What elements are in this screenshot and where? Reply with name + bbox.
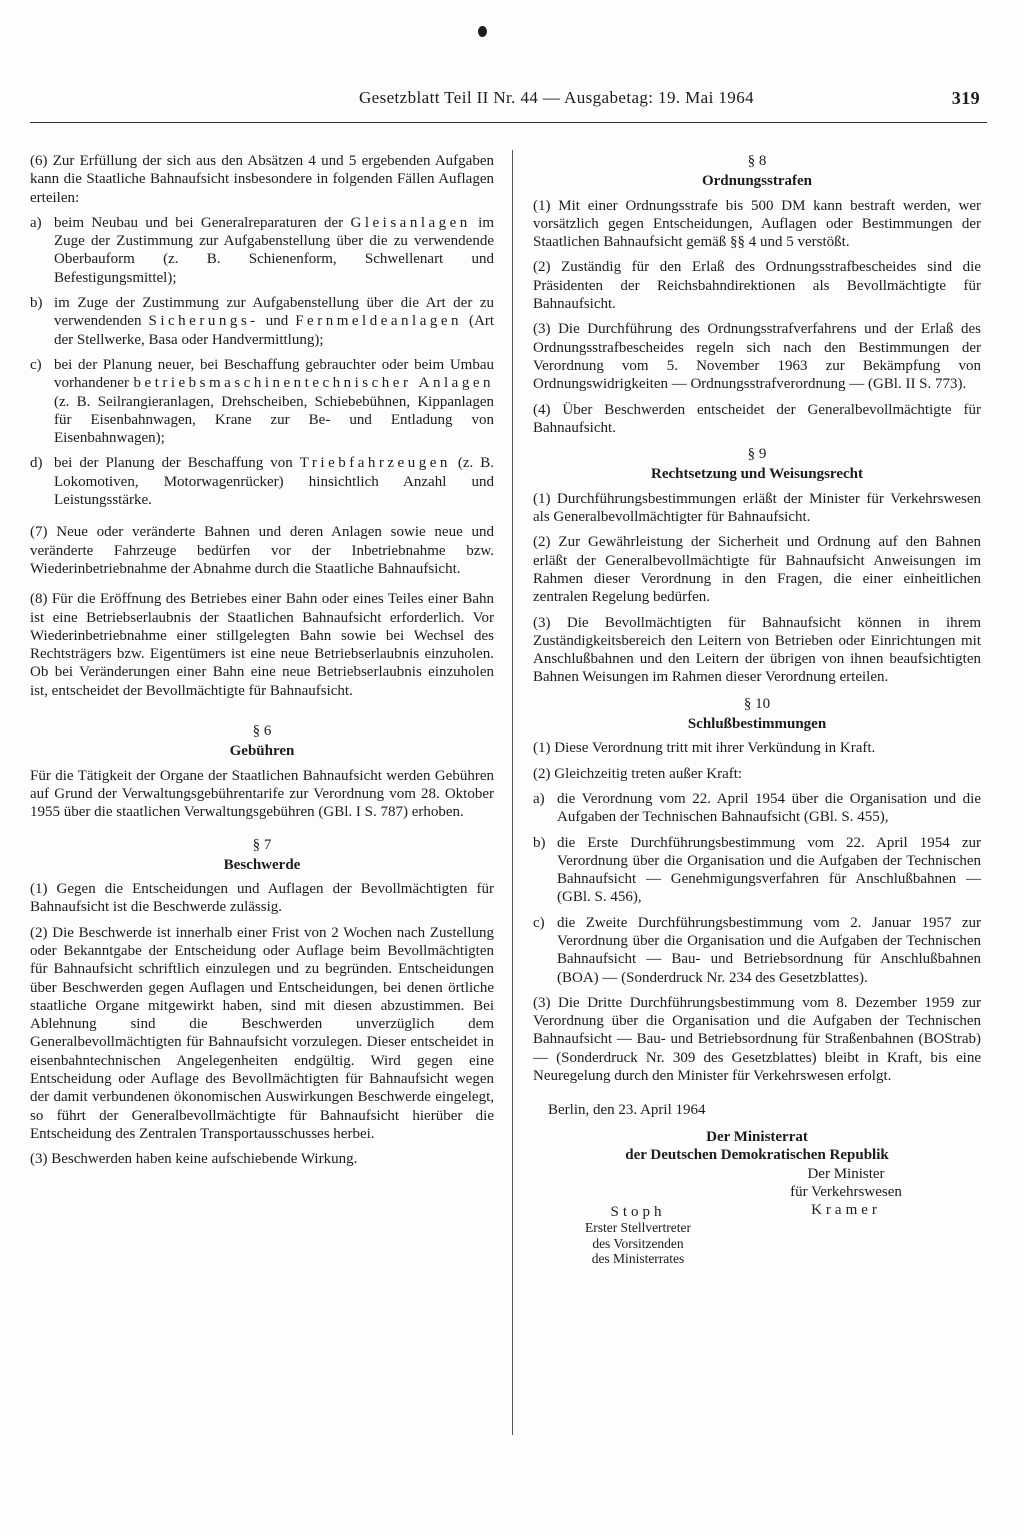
spaced-term: Triebfahrzeugen <box>299 455 451 472</box>
right-column <box>533 152 981 1265</box>
list-item-a <box>30 214 494 287</box>
list-label: c) <box>30 356 42 373</box>
list-label: b) <box>30 295 43 312</box>
chairman-name: Stoph <box>610 1203 666 1220</box>
list-text <box>54 294 494 349</box>
section-8-paragraph-1: (1) Mit einer Ordnungsstrafe bis 500 DM kann bestraft werden, wer vorsätzlich gegen Entscheidungen, Auflagen oder Bestimmungen der Staatlichen Bahnaufsicht gemäß §§ 4 und 5 verstößt. <box>533 197 981 251</box>
chairman-line-1: Erster Stellvertreter <box>584 1220 692 1236</box>
page-header <box>30 88 984 112</box>
text-run: im Zuge der Zustimmung zur Aufgabenstellung über die zu verwendende Oberbauform (z. B. Schienenform, Schwellenart und Befestigungsmittel); <box>54 214 495 286</box>
text-run: (z. B. Lokomotiven, Motorwagenrücker) hinsichtlich Anzahl und Leistungsstärke. <box>54 455 495 509</box>
repeal-item-c <box>533 914 981 987</box>
org-line-2: der Deutschen Demokratischen Republik <box>625 1147 889 1164</box>
section-10-number: § 10 <box>743 695 771 712</box>
section-7-number: § 7 <box>252 836 272 853</box>
text-run: bei der Planung neuer, bei Beschaffung gebrauchter oder beim Umbau vorhandener <box>54 356 494 392</box>
section-8-paragraph-4: (4) Über Beschwerden entscheidet der Generalbevollmächtigte für Bahnaufsicht. <box>533 401 981 436</box>
header-title: Gesetzblatt Teil II Nr. 44 — Ausgabetag: 19. Mai 1964 <box>358 88 754 107</box>
section-9-paragraph-2: (2) Zur Gewährleistung der Sicherheit und Ordnung auf den Bahnen erläßt der Generalbevollmächtigte für Bahnaufsicht Anweisungen im Rahmen dieser Verordnung in den Fragen, die einer einheitlichen zentralen Regelung bedürfen. <box>533 534 981 606</box>
paragraph-5-6: (6) Zur Erfüllung der sich aus den Absätzen 4 und 5 ergebenden Aufgaben kann die Staatliche Bahnaufsicht insbesondere in folgenden Fällen Auflagen erteilen: <box>30 153 494 206</box>
section-9-paragraph-3: (3) Die Bevollmächtigten für Bahnaufsicht können in ihrem Zuständigkeitsbereich den Leitern von Betrieben oder Einrichtungen mit Anschlußbahnen und den Leitern der übrigen von ihnen beaufsichtigten Bahnen Weisungen im Rahmen dieser Verordnung erteilen. <box>533 614 981 686</box>
section-6-text: Für die Tätigkeit der Organe der Staatlichen Bahnaufsicht werden Gebühren auf Grund der Verwaltungsgebührentarife zur Verordnung vom 28. Oktober 1955 über die staatlichen Verwaltungsgebühren (GBl. I S. 787) erhoben. <box>30 767 494 821</box>
spaced-term: Gleisanlagen <box>350 214 471 231</box>
list-item-b <box>30 294 494 349</box>
place-and-date: Berlin, den 23. April 1964 <box>548 1102 706 1119</box>
list-item-d <box>30 454 494 509</box>
text-run: bei der Planung der Beschaffung von <box>54 455 293 472</box>
list-item-c <box>30 356 494 447</box>
spaced-term: betriebsmaschinentechnischer Anlagen <box>133 375 495 392</box>
section-10-paragraph-2: (2) Gleichzeitig treten außer Kraft: <box>533 765 743 782</box>
section-7-paragraph-2: (2) Die Beschwerde ist innerhalb einer Frist von 2 Wochen nach Zustellung oder Bekanntgabe der Entscheidung oder Auflage beim Bevollmächtigten für Bahnaufsicht schriftlich einzulegen und zu begründen. Entscheidungen über Beschwerden gegen Auflagen und Entscheidungen, bei denen örtliche staatliche Organe mitgewirkt haben, sind mit diesen abzustimmen. Bei Ablehnung sind die Beschwerden unverzüglich dem Generalbevollmächtigten für Bahnaufsicht vorzulegen. Dieser entscheidet in eisenbahntechnischen Angelegenheiten endgültig. Wird gegen eine Entscheidung oder Auflage des Bevollmächtigten für Bahnaufsicht wegen der damit verbundenen ökonomischen Auswirkungen Beschwerde eingelegt, so führt der Generalbevollmächtigte für Bahnaufsicht hierüber die Entscheidung des Zentralen Transportausschusses herbei. <box>30 924 494 1142</box>
repeal-item-b <box>533 834 981 907</box>
text-run: und <box>265 313 289 330</box>
section-8-number: § 8 <box>747 153 767 169</box>
section-10-paragraph-1: (1) Diese Verordnung tritt mit ihrer Verkündung in Kraft. <box>533 740 876 757</box>
chairman-line-2: des Vorsitzenden <box>592 1235 684 1251</box>
section-8-title: Ordnungsstrafen <box>701 173 813 190</box>
spaced-term: Fernmeldeanlagen <box>295 313 463 330</box>
text-run: (z. B. Seilrangieranlagen, Drehscheiben, Schiebebühnen, Kippanlagen für Eisenbahnwagen, Krane zur Be- und Entladung von Eisenbahnwagen); <box>54 393 494 447</box>
section-8-paragraph-2: (2) Zuständig für den Erlaß des Ordnungsstrafbescheides sind die Präsidenten der Reichsbahndirektionen als Bevollmächtigte für Bahnaufsicht. <box>533 259 981 313</box>
list-text <box>54 454 494 509</box>
paragraph-5-8: (8) Für die Eröffnung des Betriebes einer Bahn oder eines Teiles einer Bahn ist eine Betriebserlaubnis der Staatlichen Bahnaufsicht erforderlich. Vor Wiederinbetriebnahme einer stillgelegten Bahn sowie bei Wechsel des Rechtsträgers bzw. Eigentümers ist eine neue Betriebserlaubnis einzuholen. Ob bei Veränderungen einer Bahn eine neue Betriebserlaubnis einzuholen ist, entscheidet der Bevollmächtigte für Bahnaufsicht. <box>30 591 494 699</box>
header-rule <box>30 122 987 123</box>
section-7-paragraph-1: (1) Gegen die Entscheidungen und Auflagen der Bevollmächtigten für Bahnaufsicht ist die Beschwerde zulässig. <box>30 881 494 916</box>
page-number: 319 <box>951 88 980 108</box>
section-8-paragraph-3: (3) Die Durchführung des Ordnungsstrafverfahrens und der Erlaß des Ordnungsstrafbescheides regeln sich nach den Bestimmungen der Verordnung vom 5. November 1963 zur Bekämpfung von Ordnungswidrigkeiten — Ordnungsstrafverordnung — (GBl. II S. 773). <box>533 321 981 393</box>
list-label: a) <box>533 790 545 807</box>
minister-line-2: für Verkehrswesen <box>790 1183 902 1200</box>
chairman-signature <box>563 1205 713 1267</box>
section-10-paragraph-3: (3) Die Dritte Durchführungsbestimmung vom 8. Dezember 1959 zur Verordnung über die Organisation und die Aufgaben der Technischen Bahnaufsicht — Bau- und Betriebsordnung für Straßenbahnen (BOStrab) — (Sonderdruck Nr. 309 des Gesetzblattes) bleibt in Kraft, bis eine Neuregelung durch den Minister für Verkehrswesen erfolgt. <box>533 994 981 1085</box>
list-text: die Erste Durchführungsbestimmung vom 22. April 1954 zur Verordnung über die Organisation und die Aufgaben der Technischen Bahnaufsicht — Genehmigungsverfahren für Anschlußbahnen — (GBl. S. 456), <box>557 834 981 906</box>
minister-name: Kramer <box>811 1202 881 1219</box>
chairman-line-3: des Ministerrates <box>591 1251 685 1267</box>
section-9-title: Rechtsetzung und Weisungsrecht <box>651 466 863 483</box>
list-label: b) <box>533 834 546 851</box>
spaced-term: Sicherungs- <box>148 313 259 330</box>
left-column <box>30 152 494 1176</box>
list-label: c) <box>533 914 545 931</box>
section-10-title: Schlußbestimmungen <box>687 716 827 733</box>
section-9-number: § 9 <box>747 446 767 463</box>
section-7-paragraph-3: (3) Beschwerden haben keine aufschiebende Wirkung. <box>30 1151 358 1168</box>
text-run: (Art der Stellwerke, Basa oder Handvermittlung); <box>54 313 495 348</box>
print-speck <box>478 26 487 37</box>
list-text <box>54 356 494 447</box>
section-7-title: Beschwerde <box>223 856 301 873</box>
text-run: im Zuge der Zustimmung zur Aufgabenstellung über die Art der zu verwendenden <box>54 295 494 330</box>
repeal-item-a <box>533 790 981 827</box>
list-text: die Zweite Durchführungsbestimmung vom 2. Januar 1957 zur Verordnung über die Organisation und die Aufgaben der Technischen Bahnaufsicht — Bau- und Betriebsordnung für Anschlußbahnen (BOA) — (Sonderdruck Nr. 234 des Gesetzblattes). <box>557 914 981 986</box>
signature-block <box>533 1165 981 1265</box>
minister-line-1: Der Minister <box>807 1165 885 1182</box>
section-6-number: § 6 <box>252 723 272 740</box>
list-text: die Verordnung vom 22. April 1954 über die Organisation und die Aufgaben der Technischen Bahnaufsicht (GBl. S. 455), <box>557 790 981 826</box>
signature-organization <box>533 1128 981 1165</box>
list-label: a) <box>30 214 42 231</box>
minister-signature <box>771 1165 921 1220</box>
paragraph-5-7: (7) Neue oder veränderte Bahnen und deren Anlagen sowie neue und veränderte Fahrzeuge bedürfen vor der Inbetriebnahme bzw. Wiederinbetriebnahme der Abnahme durch die Staatliche Bahnaufsicht. <box>30 524 494 577</box>
org-line-1: Der Ministerrat <box>706 1128 808 1145</box>
list-text <box>54 214 494 287</box>
text-run: beim Neubau und bei Generalreparaturen der <box>54 214 344 231</box>
section-9-paragraph-1: (1) Durchführungsbestimmungen erläßt der Minister für Verkehrswesen als Generalbevollmächtigter für Bahnaufsicht. <box>533 490 981 526</box>
section-6-title: Gebühren <box>229 743 295 760</box>
list-label: d) <box>30 455 43 472</box>
column-divider <box>512 150 513 1435</box>
